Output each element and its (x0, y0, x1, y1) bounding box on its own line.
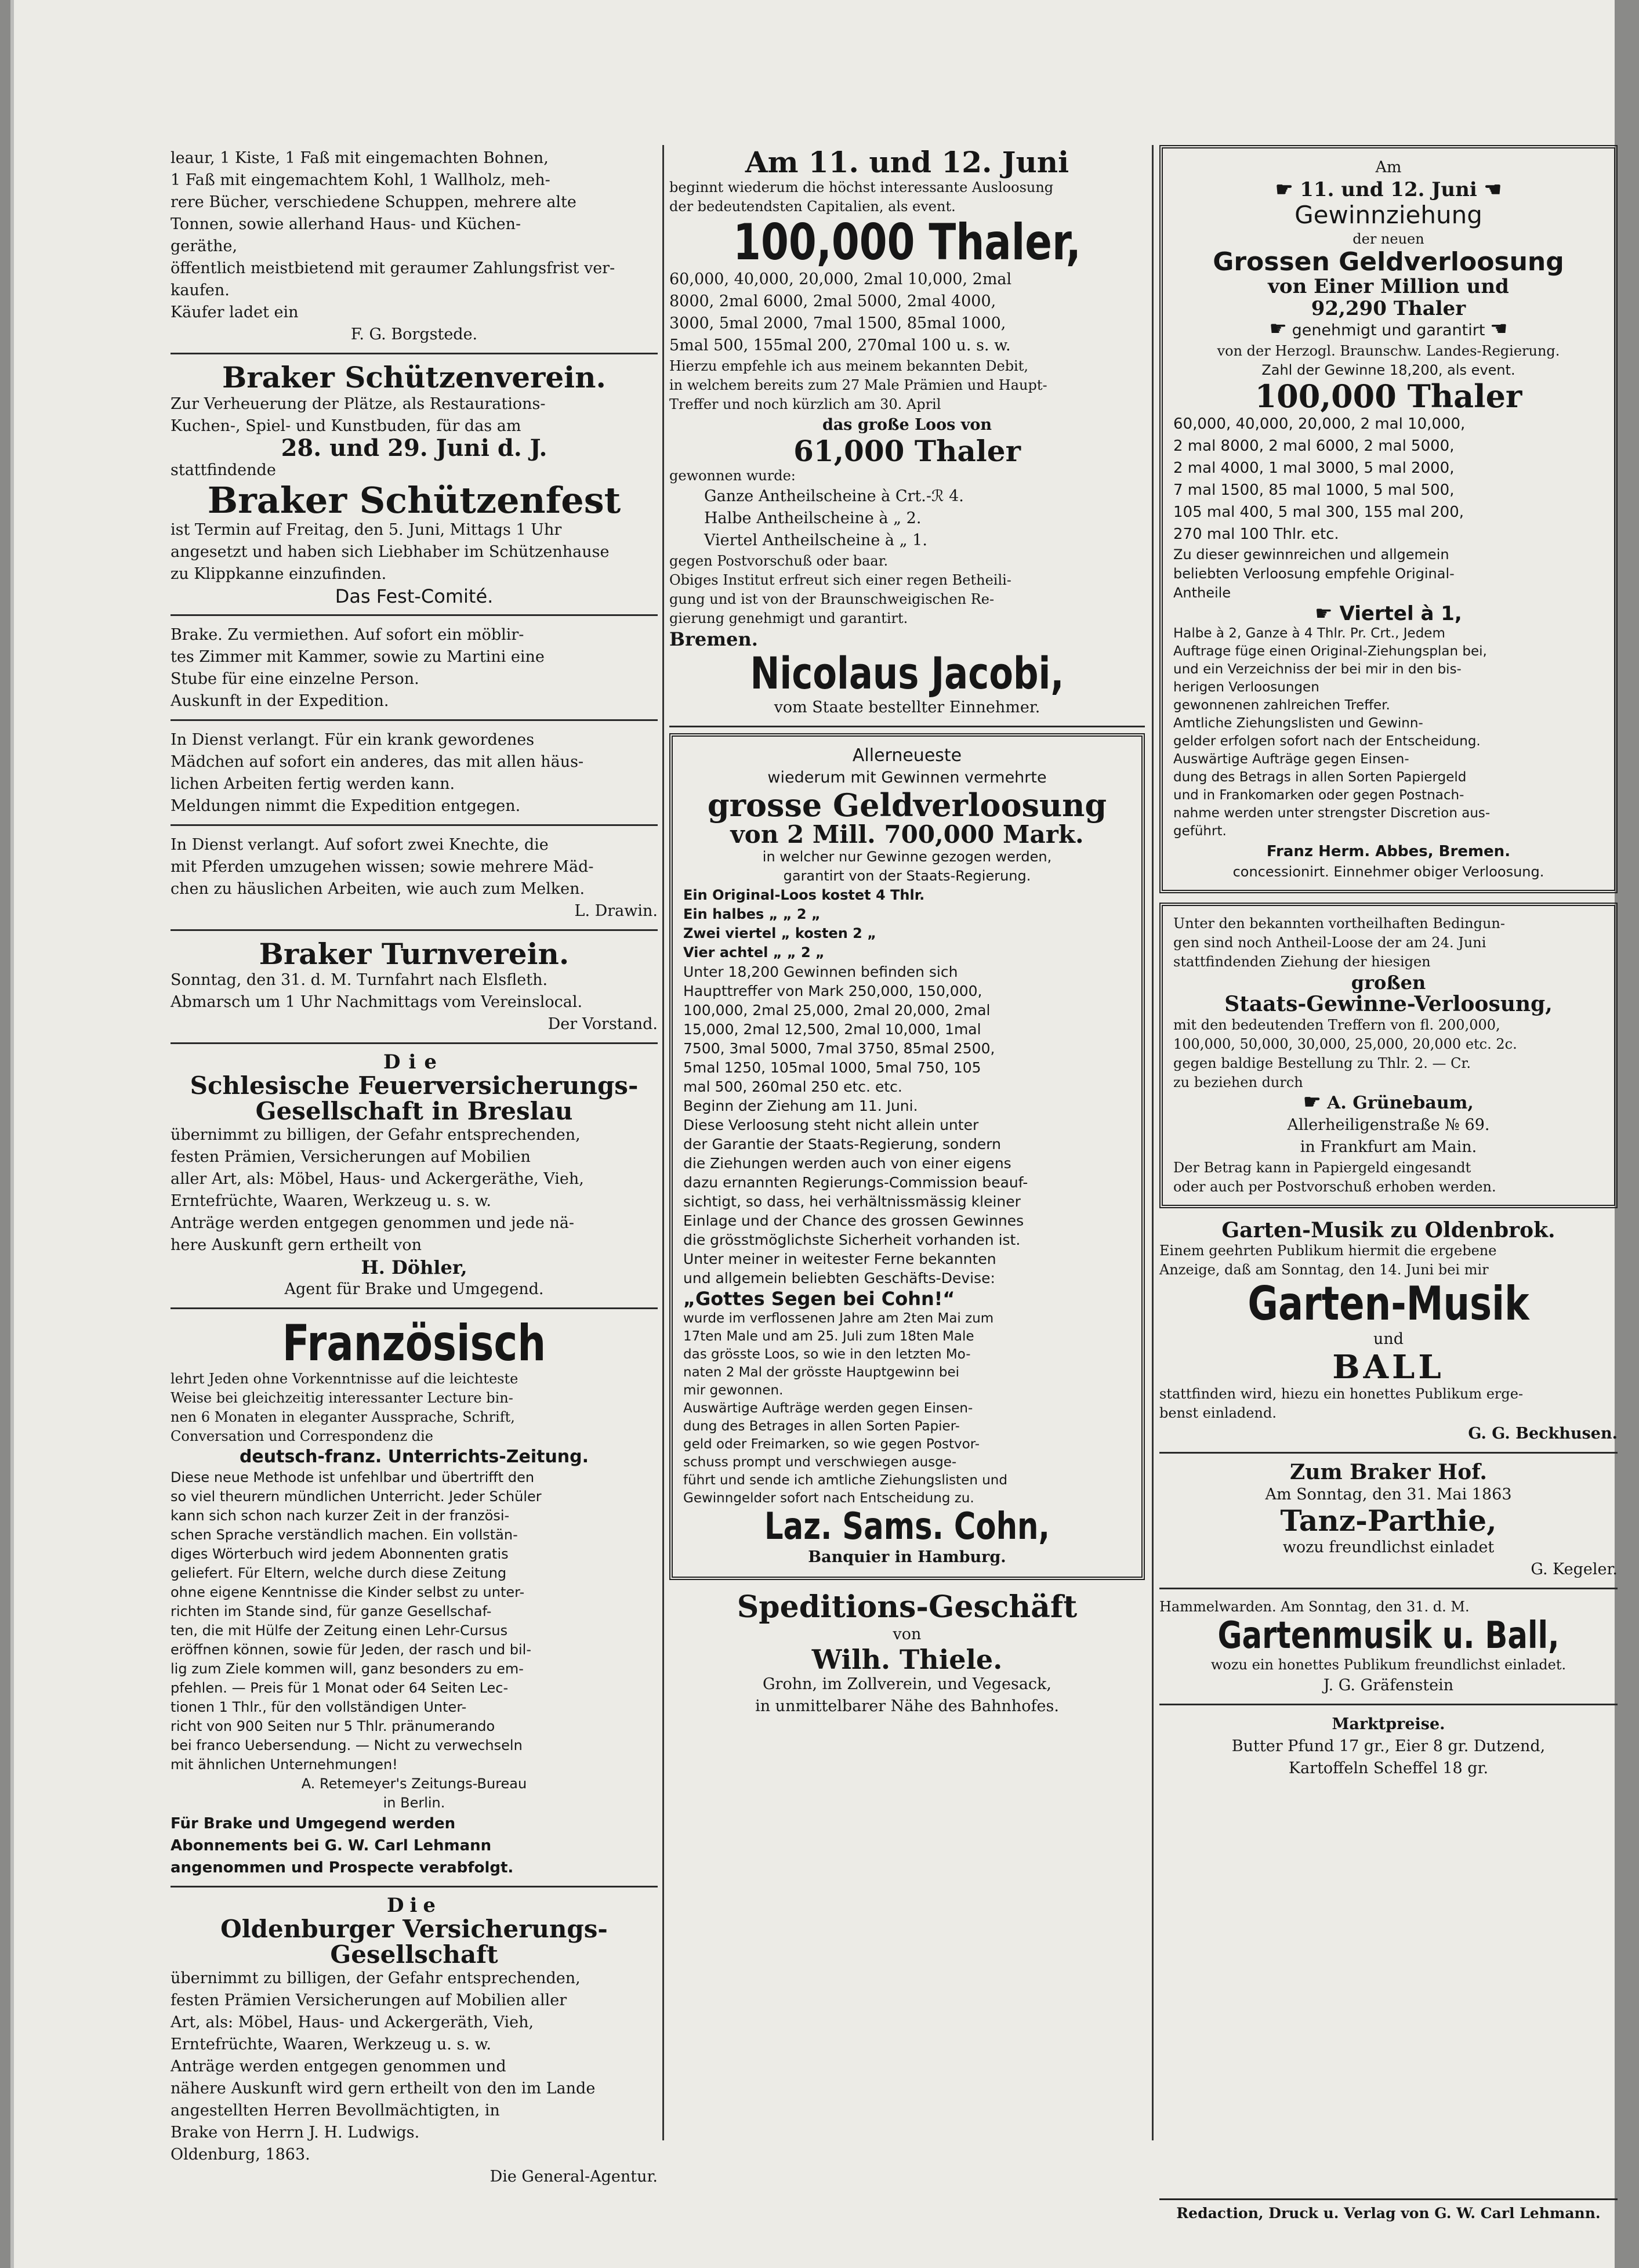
text-line: 270 mal 100 Thlr. etc. (1173, 525, 1339, 543)
markt-title: Marktpreise. (1332, 1715, 1445, 1733)
abbes-reg: von der Herzogl. Braunschw. Landes-Regierung. (1217, 343, 1560, 360)
text-line: ohne eigene Kenntnisse die Kinder selbst zu unter- (171, 1584, 525, 1601)
jacobi-text-3 (669, 552, 1145, 628)
schuetzen-sign: Das Fest-Comité. (335, 585, 494, 607)
feuer-title: Schlesische Feuerversicherungs- (190, 1071, 639, 1100)
text-line: geräthe, (171, 237, 238, 255)
gruenebaum-city: in Frankfurt am Main. (1300, 1137, 1477, 1156)
text-line: geld oder Freimarken, so wie gegen Postvor- (683, 1436, 980, 1452)
text-line: der Garantie der Staats-Regierung, sondern (683, 1135, 1001, 1153)
text-line: angenommen und Prospecte verabfolgt. (171, 1859, 514, 1877)
hammel-big: Gartenmusik u. Ball, (1217, 1614, 1560, 1657)
franz-text-2 (171, 1468, 658, 1774)
franz-bureau: A. Retemeyer's Zeitungs-Bureau (301, 1776, 527, 1792)
abbes-prizes (1173, 413, 1604, 545)
hof-title: Zum Braker Hof. (1290, 1460, 1487, 1485)
ad-franzoesisch (171, 1315, 658, 1887)
schuetzen-title: Braker Schützenverein. (222, 360, 606, 394)
column-1 (171, 145, 658, 2186)
ad-schlesische (171, 1050, 658, 1309)
service2-text (171, 834, 658, 900)
text-line: gewonnenen zahlreichen Treffer. (1173, 697, 1390, 713)
text-line: dazu ernannten Regierungs-Commission beauf- (683, 1173, 1028, 1191)
franz-city: in Berlin. (383, 1795, 445, 1811)
jacobi-won: gewonnen wurde: (669, 468, 796, 484)
garten-text-2 (1159, 1385, 1618, 1423)
text-line: Obiges Institut erfreut sich einer regen Betheili- (669, 572, 1011, 589)
markt-text (1159, 1736, 1618, 1780)
text-line: Auswärtige Aufträge gegen Einsen- (1173, 751, 1409, 767)
text-line: Ein Original-Loos kostet 4 Thlr. (683, 886, 925, 903)
text-line: Anzeige, daß am Sonntag, den 14. Juni bei mir (1159, 1262, 1489, 1278)
text-line: angesetzt und haben sich Liebhaber im Schützenhause (171, 542, 610, 561)
text-line: schuss prompt und verschwiegen ausge- (683, 1454, 957, 1470)
olden-title-2: Gesellschaft (330, 1940, 498, 1969)
gruenebaum-title: Staats-Gewinne-Verloosung, (1224, 991, 1553, 1016)
gruenebaum-name: A. Grünebaum, (1327, 1092, 1474, 1113)
text-line: festen Prämien Versicherungen auf Mobilien aller (171, 1991, 567, 2010)
abbes-mil2: 92,290 Thaler (1311, 297, 1466, 321)
schuetzen-text-2 (171, 519, 658, 585)
pointing-hand-icon: ☚ (1490, 317, 1508, 341)
ad-lottery-gruenebaum (1159, 903, 1618, 1208)
text-line: Halbe Antheilscheine à „ 2. (704, 509, 922, 528)
ad-turnverein (171, 937, 658, 1045)
text-line: Unter meiner in weitester Ferne bekannten (683, 1250, 996, 1267)
gruenebaum-text-3 (1173, 1158, 1604, 1197)
text-line: Auskunft in der Expedition. (171, 691, 389, 710)
feuer-agent-role: Agent für Brake und Umgegend. (284, 1280, 544, 1298)
text-line: Butter Pfund 17 gr., Eier 8 gr. Dutzend, (1231, 1737, 1546, 1755)
text-line: Gewinngelder sofort nach Entscheidung zu. (683, 1490, 974, 1506)
text-line: Unter den bekannten vortheilhaften Bedingun- (1173, 915, 1505, 932)
hof-line: Am Sonntag, den 31. Mai 1863 (1265, 1486, 1512, 1504)
cohn-text-2 (683, 962, 1131, 1288)
spedition-title: Speditions-Geschäft (737, 1589, 1078, 1625)
text-line: Halbe à 2, Ganze à 4 Thlr. Pr. Crt., Jedem (1173, 625, 1445, 641)
cohn-text-3 (683, 1310, 1131, 1508)
abbes-text-2 (1173, 625, 1604, 840)
text-line: Der Betrag kann in Papiergeld eingesandt (1173, 1159, 1471, 1176)
text-line: Beginn der Ziehung am 11. Juni. (683, 1097, 918, 1114)
hammel-line-2: wozu ein honettes Publikum freundlichst einladet. (1210, 1656, 1567, 1673)
schuetzenfest-title: Braker Schützenfest (207, 479, 621, 521)
text-line: nahme werden unter strengster Discretion aus- (1173, 805, 1491, 821)
text-line: Einlage und der Chance des grossen Gewinnes (683, 1212, 1024, 1229)
abbes-am: Am (1375, 158, 1402, 176)
text-line: nen 6 Monaten in eleganter Aussprache, Schrift, (171, 1409, 515, 1426)
ad-lottery-jacobi (669, 145, 1145, 727)
abbes-role: concessionirt. Einnehmer obiger Verloosung. (1232, 863, 1544, 880)
jacobi-title: Am 11. und 12. Juni (745, 145, 1069, 179)
cohn-name: Laz. Sams. Cohn, (764, 1505, 1050, 1548)
text-line: Art, als: Möbel, Haus- und Ackergeräth, Vieh, (171, 2013, 534, 2032)
text-line: tes Zimmer mit Kammer, sowie zu Martini eine (171, 647, 545, 666)
text-line: gelder erfolgen sofort nach der Entscheidung. (1173, 733, 1481, 749)
franz-title: Französisch (282, 1314, 546, 1372)
text-line: 5mal 500, 155mal 200, 270mal 100 u. s. w. (669, 336, 1011, 354)
column-3 (1159, 145, 1618, 2140)
garten-sign: G. G. Beckhusen. (1468, 1425, 1618, 1443)
text-line: Erntefrüchte, Waaren, Werkzeug u. s. w. (171, 1191, 491, 1210)
text-line: Abonnements bei G. W. Carl Lehmann (171, 1837, 492, 1855)
text-line: Zu dieser gewinnreichen und allgemein (1173, 546, 1449, 563)
text-line: 100,000, 50,000, 30,000, 25,000, 20,000 etc. 2c. (1173, 1035, 1517, 1052)
text-line: gung und ist von der Braunschweigischen Re- (669, 591, 995, 608)
text-line: benst einladend. (1159, 1405, 1277, 1422)
olden-sign: Die General-Agentur. (489, 2168, 658, 2186)
ad-lottery-abbes (1159, 145, 1618, 893)
text-line: In Dienst verlangt. Für ein krank gewordenes (171, 730, 535, 749)
text-line: Auswärtige Aufträge werden gegen Einsen- (683, 1400, 973, 1416)
text-line: dung des Betrages in allen Sorten Papier- (683, 1418, 960, 1434)
text-line: Conversation und Correspondenz die (171, 1428, 433, 1445)
text-line: tionen 1 Thlr., für den vollständigen Unter- (171, 1699, 467, 1716)
ad-braker-hof (1159, 1459, 1618, 1589)
text-line: Ein halbes „ „ 2 „ (683, 905, 821, 922)
text-line: Auftrage füge einen Original-Ziehungsplan bei, (1173, 643, 1487, 659)
text-line: aller Art, als: Möbel, Haus- und Ackergeräthe, Vieh, (171, 1169, 584, 1188)
ad-gartenmusik-oldenbrok (1159, 1218, 1618, 1454)
jacobi-loos: das große Loos von (822, 415, 992, 434)
jacobi-text (669, 178, 1145, 216)
text-line: geliefert. Für Eltern, welche durch diese Zeitung (171, 1565, 507, 1582)
text-line: Sonntag, den 31. d. M. Turnfahrt nach Elsfleth. (171, 971, 548, 990)
text-line: das grösste Loos, so wie in den letzten Mo- (683, 1346, 971, 1362)
auction-text (171, 147, 658, 324)
text-line: führt und sende ich amtliche Ziehungslisten und (683, 1472, 1007, 1488)
ad-spedition (669, 1589, 1145, 1724)
jacobi-city: Bremen. (669, 628, 758, 651)
cohn-text (683, 847, 1131, 886)
service2-sign: L. Drawin. (574, 901, 658, 920)
text-line: Viertel Antheilscheine à „ 1. (704, 531, 927, 550)
ad-marktpreise (1159, 1711, 1618, 1787)
text-line: here Auskunft gern ertheilt von (171, 1236, 422, 1254)
text-line: mit ähnlichen Unternehmungen! (171, 1756, 398, 1773)
text-line: in unmittelbarer Nähe des Bahnhofes. (755, 1697, 1059, 1715)
schuetzen-date: 28. und 29. Juni d. J. (281, 434, 547, 462)
text-line: Zur Verheuerung der Plätze, als Restaurations- (171, 394, 546, 413)
text-line: lichen Arbeiten fertig werden kann. (171, 774, 455, 793)
text-line: Meldungen nimmt die Expedition entgegen. (171, 796, 521, 815)
text-line: Stube für eine einzelne Person. (171, 669, 419, 688)
text-line: mit den bedeutenden Treffern von fl. 200,000, (1173, 1016, 1500, 1033)
ad-rent (171, 622, 658, 721)
gruenebaum-gross: großen (1351, 971, 1426, 994)
spedition-name: Wilh. Thiele. (811, 1643, 1003, 1675)
pointing-hand-icon: ☛ (1269, 317, 1287, 341)
garten-und: und (1373, 1330, 1404, 1349)
text-line: und ein Verzeichniss der bei mir in den bis- (1173, 661, 1462, 677)
rent-text (171, 624, 658, 712)
text-line: 8000, 2mal 6000, 2mal 5000, 2mal 4000, (669, 292, 996, 310)
abbes-title: Gewinnziehung (1294, 201, 1482, 229)
jacobi-prizes (669, 269, 1145, 357)
text-line: 100,000, 2mal 25,000, 2mal 20,000, 2mal (683, 1001, 991, 1019)
ad-auction (171, 145, 658, 354)
text-line: Kuchen-, Spiel- und Kunstbuden, für das am (171, 416, 521, 435)
pointing-hand-icon: ☚ (1484, 178, 1502, 201)
text-line: 7500, 3mal 5000, 7mal 3750, 85mal 2500, (683, 1039, 995, 1057)
text-line: übernimmt zu billigen, der Gefahr entsprechenden, (171, 1125, 581, 1144)
abbes-zahl: Zahl der Gewinne 18,200, als event. (1261, 362, 1515, 379)
ad-oldenburger (171, 1893, 658, 2195)
column-2 (669, 145, 1145, 2140)
text-line: Anträge werden entgegen genommen und (171, 2057, 506, 2076)
text-line: in welcher nur Gewinne gezogen werden, (762, 848, 1052, 865)
spedition-text (669, 1673, 1145, 1718)
text-line: Ganze Antheilscheine à Crt.-ℛ 4. (704, 487, 964, 506)
text-line: kann sich schon nach kurzer Zeit in der französi- (171, 1508, 510, 1524)
text-line: so viel theurern mündlichen Unterricht. Jeder Schüler (171, 1488, 542, 1505)
olden-place: Oldenburg, 1863. (171, 2146, 310, 2164)
text-line: oder auch per Postvorschuß erhoben werden. (1173, 1178, 1496, 1195)
text-line: Mädchen auf sofort ein anderes, das mit allen häus- (171, 752, 584, 771)
text-line: Erntefrüchte, Waaren, Werkzeug u. s. w. (171, 2035, 491, 2054)
hammel-sign: J. G. Gräfenstein (1323, 1676, 1454, 1694)
text-line: Antheile (1173, 584, 1231, 601)
garten-title: Garten-Musik zu Oldenbrok. (1221, 1218, 1555, 1242)
hof-big: Tanz-Parthie, (1280, 1503, 1497, 1538)
text-line: Grohn, im Zollverein, und Vegesack, (762, 1675, 1051, 1693)
text-line: leaur, 1 Kiste, 1 Faß mit eingemachten Bohnen, (171, 149, 549, 167)
ad-lottery-cohn (669, 733, 1145, 1580)
olden-title: Oldenburger Versicherungs- (220, 1914, 608, 1943)
text-line: stattfindenden Ziehung der hiesigen (1173, 953, 1431, 970)
text-line: und allgemein beliebten Geschäfts-Devise: (683, 1269, 995, 1287)
text-line: ist Termin auf Freitag, den 5. Juni, Mittags 1 Uhr (171, 520, 562, 539)
hof-sign: G. Kegeler. (1531, 1560, 1618, 1578)
text-line: beginnt wiederum die höchst interessante Ausloosung (669, 179, 1054, 195)
text-line: Tonnen, sowie allerhand Haus- und Küchen- (171, 215, 521, 233)
gruenebaum-text-2 (1173, 1016, 1604, 1092)
pointing-hand-icon: ☛ (1303, 1090, 1321, 1114)
column-rule (662, 145, 664, 2140)
text-line: 3000, 5mal 2000, 7mal 1500, 85mal 1000, (669, 314, 1006, 332)
feuer-agent: H. Döhler, (361, 1256, 467, 1278)
jacobi-text-2 (669, 357, 1145, 414)
text-line: gegen baldige Bestellung zu Thlr. 2. — Cr. (1173, 1055, 1471, 1071)
text-line: dung des Betrags in allen Sorten Papiergeld (1173, 769, 1467, 785)
text-line: öffentlich meistbietend mit geraumer Zahlungsfrist ver- (171, 259, 615, 277)
text-line: Abmarsch um 1 Uhr Nachmittags vom Vereinslocal. (171, 993, 583, 1012)
text-line: Diese neue Methode ist unfehlbar und übertrifft den (171, 1469, 535, 1486)
turn-sign: Der Vorstand. (547, 1015, 658, 1034)
text-line: Vier achtel „ „ 2 „ (683, 944, 825, 961)
cohn-motto: „Gottes Segen bei Cohn!“ (683, 1287, 955, 1310)
text-line: diges Wörterbuch wird jedem Abonnenten gratis (171, 1546, 509, 1563)
cohn-amount: von 2 Mill. 700,000 Mark. (730, 820, 1084, 849)
text-line: zu beziehen durch (1173, 1074, 1303, 1090)
text-line: Diese Verloosung steht nicht allein unter (683, 1116, 979, 1133)
newspaper-page (10, 0, 1618, 2268)
text-line: in welchem bereits zum 27 Male Prämien und Haupt- (669, 376, 1047, 393)
text-line: mit Pferden umzugehen wissen; sowie mehrere Mäd- (171, 857, 594, 876)
text-line: 105 mal 400, 5 mal 300, 155 mal 200, (1173, 503, 1464, 521)
text-line: Hierzu empfehle ich aus meinem bekannten Debit, (669, 357, 1029, 374)
text-line: Zwei viertel „ kosten 2 „ (683, 925, 876, 941)
text-line: gen sind noch Antheil-Loose der am 24. Juni (1173, 934, 1486, 951)
service1-text (171, 729, 658, 817)
text-line: sichtigt, so dass, hei verhältnissmässig kleiner (683, 1193, 1021, 1210)
schuetzen-line: stattfindende (171, 461, 276, 479)
text-line: die grösstmöglichste Sicherheit vorhanden ist. (683, 1231, 1021, 1248)
text-line: 60,000, 40,000, 20,000, 2mal 10,000, 2mal (669, 270, 1012, 288)
text-line: In Dienst verlangt. Auf sofort zwei Knechte, die (171, 835, 549, 854)
abbes-mil: von Einer Million und (1268, 275, 1509, 299)
abbes-viertel: Viertel à 1, (1339, 602, 1462, 625)
abbes-gen: genehmigt und garantirt (1292, 321, 1485, 340)
text-line: 7 mal 1500, 85 mal 1000, 5 mal 500, (1173, 481, 1455, 499)
text-line: 1 Faß mit eingemachtem Kohl, 1 Wallholz, meh- (171, 171, 550, 189)
olden-die: Die (386, 1894, 442, 1918)
text-line: 2 mal 4000, 1 mal 3000, 5 mal 2000, (1173, 459, 1455, 477)
ad-schuetzenverein (171, 360, 658, 616)
text-line: Einem geehrten Publikum hiermit die ergebene (1159, 1242, 1497, 1259)
spedition-von: von (893, 1625, 922, 1643)
text-line: 15,000, 2mal 12,500, 2mal 10,000, 1mal (683, 1020, 981, 1038)
text-line: Käufer ladet ein (171, 303, 299, 321)
text-line: gierung genehmigt und garantirt. (669, 610, 908, 627)
imprint: Redaction, Druck u. Verlag von G. W. Carl Lehmann. (1159, 2198, 1618, 2222)
cohn-tickets (683, 886, 1131, 962)
text-line: die Ziehungen werden auch von einer eigens (683, 1154, 1011, 1172)
text-line: mal 500, 260mal 250 etc. etc. (683, 1078, 902, 1095)
text-line: 60,000, 40,000, 20,000, 2 mal 10,000, (1173, 415, 1466, 433)
text-line: Treffer und noch kürzlich am 30. April (669, 396, 941, 412)
abbes-neuen: der neuen (1352, 231, 1424, 247)
abbes-main-prize: 100,000 Thaler (1254, 378, 1522, 415)
garten-big: Garten-Musik (1248, 1277, 1529, 1331)
text-line: rere Bücher, verschiedene Schuppen, mehrere alte (171, 193, 576, 211)
cohn-top: Allerneueste (852, 745, 962, 766)
olden-text (171, 1968, 658, 2144)
hof-line-2: wozu freundlichst einladet (1282, 1538, 1495, 1556)
jacobi-role: vom Staate bestellter Einnehmer. (774, 698, 1040, 717)
abbes-big: Grossen Geldverloosung (1213, 247, 1564, 277)
text-line: schen Sprache verständlich machen. Ein vollstän- (171, 1527, 518, 1544)
text-line: zu Klippkanne einzufinden. (171, 564, 387, 583)
text-line: mir gewonnen. (683, 1382, 784, 1398)
pointing-hand-icon: ☛ (1315, 602, 1333, 625)
text-line: der bedeutendsten Capitalien, als event. (669, 198, 956, 215)
franz-text-3 (171, 1813, 658, 1879)
garten-ball: BALL (1332, 1348, 1445, 1387)
cohn-title: grosse Geldverloosung (707, 787, 1107, 824)
text-line: nähere Auskunft wird gern ertheilt von den im Lande (171, 2079, 596, 2098)
text-line: festen Prämien, Versicherungen auf Mobilien (171, 1147, 531, 1166)
cohn-role: Banquier in Hamburg. (808, 1548, 1006, 1567)
hammel-line: Hammelwarden. Am Sonntag, den 31. d. M. (1159, 1598, 1470, 1615)
text-line: lehrt Jeden ohne Vorkenntnisse auf die leichteste (171, 1371, 518, 1387)
ad-service-1 (171, 727, 658, 826)
text-line: gegen Postvorschuß oder baar. (669, 553, 889, 570)
text-line: garantirt von der Staats-Regierung. (783, 867, 1031, 884)
jacobi-main-prize: 100,000 Thaler, (733, 213, 1081, 271)
text-line: wurde im verflossenen Jahre am 2ten Mai zum (683, 1310, 994, 1326)
text-line: Weise bei gleichzeitig interessanter Lecture bin- (171, 1390, 513, 1407)
text-line: chen zu häuslichen Arbeiten, wie auch zum Melken. (171, 879, 585, 898)
cohn-sub: wiederum mit Gewinnen vermehrte (767, 769, 1047, 787)
text-line: Brake. Zu vermiethen. Auf sofort ein möblir- (171, 625, 524, 644)
text-line: naten 2 Mal der grösste Hauptgewinn bei (683, 1364, 960, 1380)
feuer-title-2: Gesellschaft in Breslau (255, 1096, 573, 1125)
text-line: kaufen. (171, 281, 230, 299)
text-line: eröffnen können, sowie für Jeden, der rasch und bil- (171, 1642, 531, 1658)
text-line: beliebten Verloosung empfehle Original- (1173, 565, 1455, 582)
text-line: stattfinden wird, hiezu ein honettes Publikum erge- (1159, 1386, 1524, 1403)
turn-text (171, 969, 658, 1013)
auction-signature: F. G. Borgstede. (350, 325, 478, 343)
feuer-text (171, 1124, 658, 1256)
text-line: angestellten Herren Bevollmächtigten, in (171, 2102, 500, 2120)
jacobi-tickets (669, 486, 1145, 552)
franz-text (171, 1370, 658, 1446)
ad-service-2 (171, 832, 658, 931)
text-line: geführt. (1173, 823, 1227, 839)
text-line: richten im Stande sind, für ganze Gesellschaf- (171, 1603, 492, 1620)
text-line: 17ten Male und am 25. Juli zum 18ten Male (683, 1328, 974, 1344)
text-line: Amtliche Ziehungslisten und Gewinn- (1173, 715, 1423, 731)
schuetzen-text (171, 393, 658, 437)
abbes-text (1173, 545, 1604, 603)
text-line: bei franco Uebersendung. — Nicht zu verwechseln (171, 1737, 523, 1754)
turn-title: Braker Turnverein. (259, 936, 570, 971)
text-line: Kartoffeln Scheffel 18 gr. (1288, 1759, 1489, 1777)
text-line: Für Brake und Umgegend werden (171, 1815, 456, 1833)
feuer-die: Die (383, 1050, 445, 1074)
text-line: pfehlen. — Preis für 1 Monat oder 64 Seiten Lec- (171, 1680, 509, 1697)
text-line: Brake von Herrn J. H. Ludwigs. (171, 2124, 420, 2142)
text-line: Anträge werden entgegen genommen und jede nä- (171, 1213, 575, 1232)
ad-hammelwarden (1159, 1595, 1618, 1705)
text-line: übernimmt zu billigen, der Gefahr entsprechenden, (171, 1969, 581, 1988)
abbes-name: Franz Herm. Abbes, Bremen. (1266, 842, 1511, 860)
abbes-date: 11. und 12. Juni (1300, 178, 1477, 201)
text-line: herigen Verloosungen (1173, 679, 1319, 695)
text-line: richt von 900 Seiten nur 5 Thlr. pränumerando (171, 1718, 495, 1735)
jacobi-name: Nicolaus Jacobi, (750, 647, 1064, 700)
text-line: lig zum Ziele kommen will, ganz besonders zu em- (171, 1661, 524, 1678)
text-line: 2 mal 8000, 2 mal 6000, 2 mal 5000, (1173, 437, 1455, 455)
garten-text (1159, 1241, 1618, 1280)
gruenebaum-addr: Allerheiligenstraße № 69. (1287, 1115, 1490, 1134)
text-line: Haupttreffer von Mark 250,000, 150,000, (683, 982, 982, 999)
gruenebaum-text (1173, 914, 1604, 972)
franz-paper: deutsch-franz. Unterrichts-Zeitung. (239, 1447, 589, 1468)
text-line: ten, die mit Hülfe der Zeitung einen Lehr-Cursus (171, 1622, 508, 1639)
text-line: und in Frankomarken oder gegen Postnach- (1173, 787, 1464, 803)
pointing-hand-icon: ☛ (1275, 178, 1293, 201)
jacobi-big-win: 61,000 Thaler (793, 433, 1021, 468)
text-line: 5mal 1250, 105mal 1000, 5mal 750, 105 (683, 1059, 981, 1076)
column-rule (1152, 145, 1154, 2140)
text-line: Unter 18,200 Gewinnen befinden sich (683, 963, 958, 980)
